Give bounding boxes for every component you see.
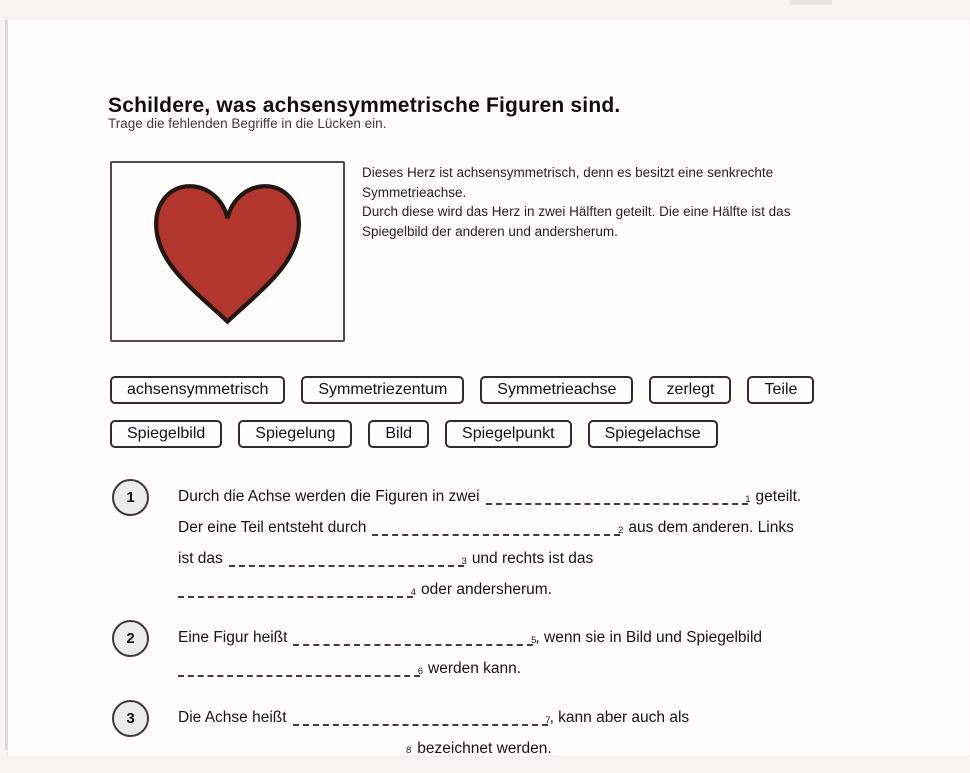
sentence-text: aus dem anderen. Links	[628, 519, 794, 536]
exercise-3-line-1	[178, 702, 898, 733]
frame-artifact	[790, 0, 832, 5]
blank-field-3[interactable]	[229, 552, 467, 567]
word-chip-spiegelbild[interactable]: Spiegelbild	[110, 420, 222, 448]
description-line: Dieses Herz ist achsensymmetrisch, denn es besitzt eine senkrechte	[362, 165, 774, 180]
exercise-1	[178, 481, 898, 605]
blank-field-6[interactable]	[178, 662, 423, 677]
blank-field-4[interactable]	[178, 583, 416, 598]
blank-field-2[interactable]	[372, 521, 624, 536]
sentence-text: , kann aber auch als	[549, 709, 690, 726]
sentence-text: Eine Figur heißt	[178, 629, 288, 646]
description-line: Symmetrieachse.	[362, 184, 467, 200]
exercise-3-number: 3	[112, 700, 149, 737]
sentence-text: bezeichnet werden.	[417, 740, 552, 757]
exercise-1-line-2	[178, 512, 898, 543]
sentence-text: geteilt.	[755, 488, 802, 505]
word-bank-row-2	[110, 420, 718, 448]
blank-index: 4	[410, 587, 416, 598]
sentence-text: oder andersherum.	[421, 581, 552, 598]
word-chip-spiegelpunkt[interactable]: Spiegelpunkt	[445, 420, 572, 448]
blank-index: 3	[461, 556, 467, 567]
word-chip-spiegelachse[interactable]: Spiegelachse	[588, 420, 718, 448]
exercise-3	[178, 702, 898, 764]
word-chip-achsensymmetrisch[interactable]: achsensymmetrisch	[110, 376, 285, 404]
sentence-text: , wenn sie in Bild und Spiegelbild	[535, 629, 763, 646]
exercise-1-number: 1	[112, 479, 149, 516]
exercise-2-line-2	[178, 653, 898, 684]
sentence-text: Der eine Teil entsteht durch	[178, 519, 367, 536]
description-line: Durch diese wird das Herz in zwei Hälften geteilt. Die eine Hälfte ist das	[362, 204, 791, 219]
exercise-1-line-4	[178, 574, 898, 605]
exercise-2-line-1	[178, 622, 898, 653]
sentence-text: Durch die Achse werden die Figuren in zwei	[178, 488, 480, 505]
heart-description	[362, 163, 872, 241]
blank-index: 6	[417, 666, 423, 677]
description-line: Spiegelbild der anderen und andersherum.	[362, 223, 618, 239]
word-chip-bild[interactable]: Bild	[368, 420, 429, 448]
heart-figure-box	[110, 161, 345, 342]
page-edge	[5, 20, 8, 750]
exercise-3-line-2	[406, 733, 898, 764]
blank-index: 1	[745, 494, 751, 505]
sentence-text: und rechts ist das	[471, 550, 594, 567]
blank-index[interactable]: 8	[406, 745, 412, 756]
word-chip-symmetriezentum[interactable]: Symmetriezentum	[301, 376, 464, 404]
page-instructions: Trage die fehlenden Begriffe in die Lücken ein.	[108, 116, 387, 131]
exercise-1-line-1	[178, 481, 898, 512]
word-chip-symmetrieachse[interactable]: Symmetrieachse	[480, 376, 633, 404]
exercise-1-line-3	[178, 543, 898, 574]
heart-icon	[140, 169, 315, 333]
word-chip-zerlegt[interactable]: zerlegt	[649, 376, 731, 404]
exercise-2	[178, 622, 898, 684]
sentence-text: werden kann.	[428, 660, 522, 677]
word-chip-spiegelung[interactable]: Spiegelung	[238, 420, 352, 448]
blank-field-5[interactable]	[293, 631, 537, 646]
blank-field-7[interactable]	[293, 711, 551, 726]
sentence-text: Die Achse heißt	[178, 709, 287, 726]
sentence-text: ist das	[178, 550, 223, 567]
blank-field-1[interactable]	[486, 490, 751, 505]
exercise-2-number: 2	[112, 620, 149, 657]
blank-index: 7	[545, 715, 551, 726]
page-title: Schildere, was achsensymmetrische Figuren sind.	[108, 94, 621, 118]
word-chip-teile[interactable]: Teile	[747, 376, 814, 404]
word-bank-row-1	[110, 376, 814, 404]
blank-index: 5	[531, 635, 537, 646]
blank-index: 2	[618, 525, 624, 536]
